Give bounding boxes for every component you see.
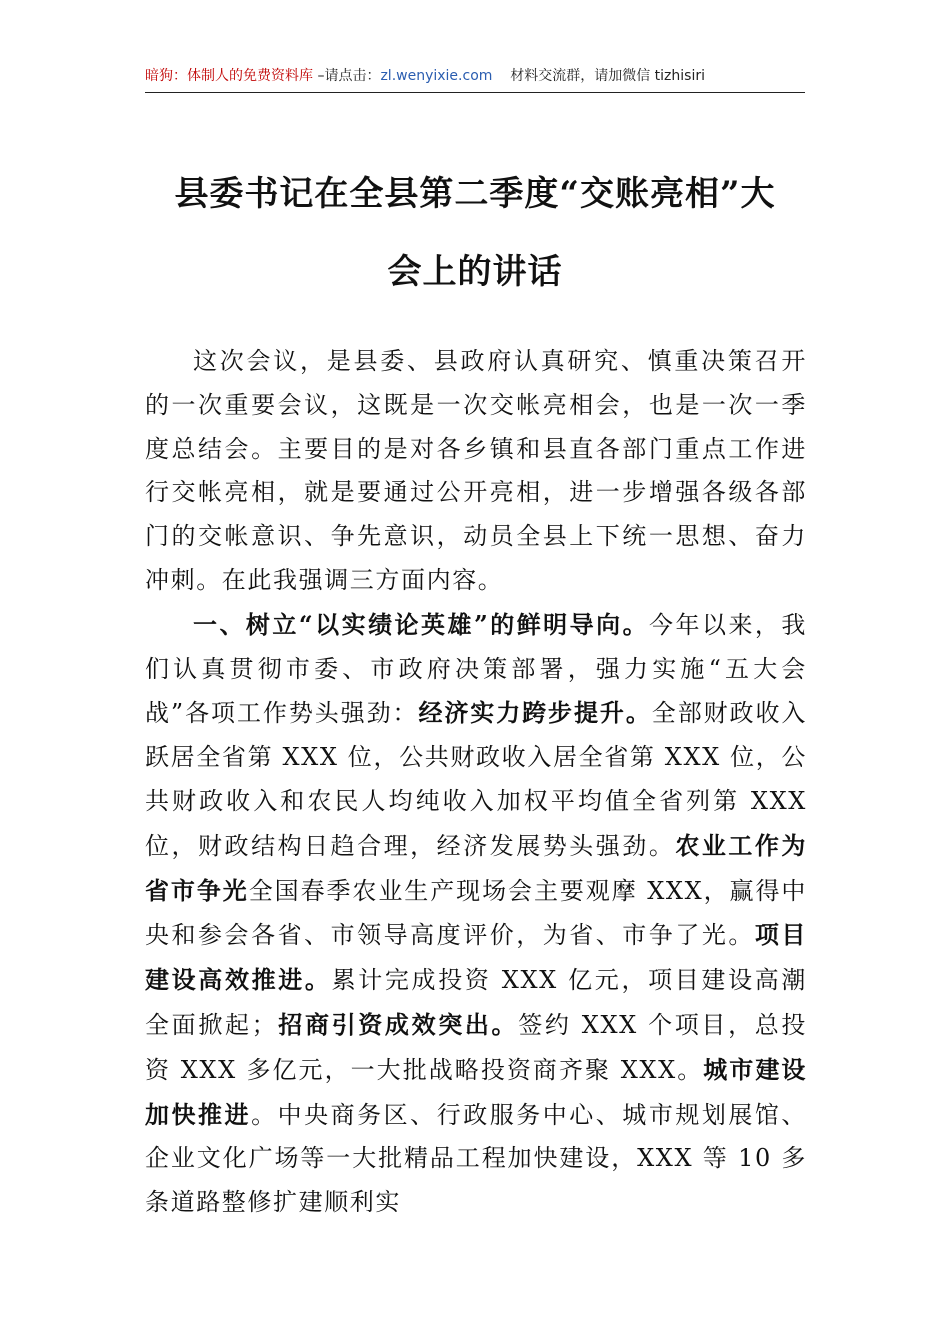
paragraph-intro: 这次会议，是县委、县政府认真研究、慎重决策召开的一次重要会议，这既是一次交帐亮相会，也是一次一季度总结会。主要目的是对各乡镇和县直各部门重点工作进行交帐亮相，就是要通过公开亮相，进一步增强各级各部门的交帐意识、争先意识，动员全县上下统一思想、奋力冲刺。在此我强调三方面内容。 [145, 347, 807, 594]
highlight-projects: 项目建设高效推进。 [145, 920, 807, 995]
document-body [145, 340, 807, 1225]
title-line-2: 会上的讲话 [387, 252, 563, 292]
section-1-text-5: 签约 XXX 个项目，总投资 XXX 多亿元，一大批战略投资商齐聚 XXX。 [145, 1010, 807, 1084]
section-1-text-4: 累计完成投资 XXX 亿元，项目建设高潮全面掀起； [145, 966, 807, 1039]
paragraph-section-1 [145, 603, 807, 1225]
highlight-economy: 经济实力跨步提升。 [418, 698, 652, 728]
header-contact: 材料交流群，请加微信 tizhisiri [510, 68, 705, 84]
highlight-urban: 城市建设加快推进 [145, 1054, 807, 1129]
section-1-text-6: 。中央商务区、行政服务中心、城市规划展馆、企业文化广场等一大批精品工程加快建设，XXX 等 10 多条道路整修扩建顺利实 [145, 1100, 807, 1217]
document-title [145, 155, 805, 311]
header-brand: 暗狗：体制人的免费资料库 [145, 68, 313, 84]
section-1-text-2: 全部财政收入跃居全省第 XXX 位，公共财政收入居全省第 XXX 位，公共财政收入和农民人均纯收入加权平均值全省列第 XXX 位，财政结构日趋合理，经济发展势头强劲。 [145, 699, 807, 860]
title-line-1: 县委书记在全县第二季度“交账亮相”大 [174, 174, 776, 214]
header-prompt: –请点击： [313, 68, 381, 84]
header-url-link[interactable]: zl.wenyixie.com [380, 68, 493, 84]
section-1-text-3: 全国春季农业生产现场会主要观摩 XXX，赢得中央和参会各省、市领导高度评价，为省、市争了光。 [145, 876, 807, 950]
header-spacer [492, 68, 510, 84]
highlight-investment: 招商引资成效突出。 [277, 1009, 519, 1039]
section-1-text-1: 今年以来，我们认真贯彻市委、市政府决策部署，强力实施“五大会战”各项工作势头强劲： [145, 610, 807, 728]
section-1-heading: 一、树立“以实绩论英雄”的鲜明导向。 [193, 609, 650, 639]
page-header [145, 62, 805, 93]
highlight-agriculture: 农业工作为省市争光 [145, 830, 808, 905]
